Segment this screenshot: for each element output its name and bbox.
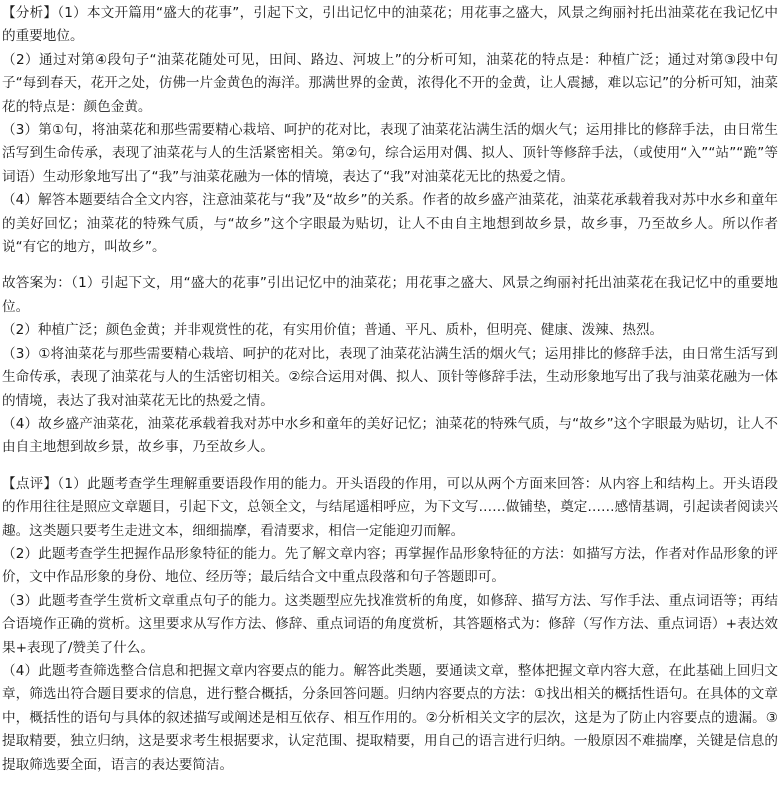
analysis-paragraph-4: （4）解答本题要结合全文内容，注意油菜花与“我”及“故乡”的关系。作者的故乡盛产油菜花，油菜花承载着我对苏中水乡和童年的美好回忆；油菜花的特殊气质，与“故乡”这个字眼最为贴切，让人不由自主地想到故乡景，故乡事，乃至故乡人。所以作者说“有它的地方，叫故乡”。 xyxy=(2,192,778,256)
comment-paragraph-4: （4）此题考查筛选整合信息和把握文章内容要点的能力。解答此类题，要通读文章，整体把握文章内容大意，在此基础上回归文章，筛选出符合题目要求的信息，进行整合概括，分条回答问题。归纳内容要点的方法：①找出相关的概括性语句。在具体的文章中，概括性的语句与具体的叙述描写或阐述是相互依存、相互作用的。②分析相关文字的层次，这是为了防止内容要点的遗漏。③提取精要，独立归纳，这是要求考生根据要求，认定范围、提取精要，用自己的语言进行归纳。一般原因不难揣摩，关键是信息的提取筛选要全面，语言的表达要简洁。 xyxy=(2,662,778,773)
answer-paragraph-3: （3）①将油菜花与那些需要精心栽培、呵护的花对比，表现了油菜花沾满生活的烟火气；运用排比的修辞手法，由日常生活写到生命传承，表现了油菜花与人的生活密切相关。②综合运用对偶、拟人、顶针等修辞手法，生动形象地写出了我与油菜花融为一体的情境，表达了我对油菜花无比的热爱之情。 xyxy=(2,345,778,409)
answer-paragraph-4: （4）故乡盛产油菜花，油菜花承载着我对苏中水乡和童年的美好记忆；油菜花的特殊气质，与“故乡”这个字眼最为贴切，让人不由自主地想到故乡景，故乡事，乃至故乡人。 xyxy=(2,415,778,456)
analysis-paragraph-3: （3）第①句，将油菜花和那些需要精心栽培、呵护的花对比，表现了油菜花沾满生活的烟火气；运用排比的修辞手法，由日常生活写到生命传承，表现了油菜花与人的生活紧密相关。第②句，综合运用对偶、拟人、顶针等修辞手法，（或使用“入”“站”“跪”等词语）生动形象地写出了“我”与油菜花融为一体的情境，表达了“我”对油菜花无比的热爱之情。 xyxy=(2,122,778,185)
comment-paragraph-1: 【点评】（1）此题考查学生理解重要语段作用的能力。开头语段的作用，可以从两个方面来回答：从内容上和结构上。开头语段的作用往往是照应文章题目，引起下文，总领全文，与结尾遥相呼应，为下文写……做铺垫，奠定……感情基调，引起读者阅读兴趣。这类题只要考生走进文本，细细揣摩，看清要求，相信一定能迎刃而解。 xyxy=(2,475,778,539)
comment-paragraph-2: （2）此题考查学生把握作品形象特征的能力。先了解文章内容；再掌握作品形象特征的方法：如描写方法，作者对作品形象的评价，文中作品形象的身份、地位、经历等；最后结合文中重点段落和句子答题即可。 xyxy=(2,545,778,586)
section-gap xyxy=(2,259,778,272)
answer-paragraph-2: （2）种植广泛；颜色金黄；并非观赏性的花，有实用价值；普通、平凡、质朴，但明亮、健康、泼辣、热烈。 xyxy=(2,322,664,339)
analysis-paragraph-1: 【分析】（1）本文开篇用“盛大的花事”，引起下文，引出记忆中的油菜花；用花事之盛大，风景之绚丽衬托出油菜花在我记忆中的重要地位。 xyxy=(2,5,778,45)
comment-section xyxy=(2,473,778,777)
section-gap xyxy=(2,460,778,473)
analysis-paragraph-2: （2）通过对第④段句子“油菜花随处可见，田间、路边、河坡上”的分析可知，油菜花的特点是：种植广泛；通过对第③段中句子“每到春天，花开之处，仿佛一片金黄色的海洋。那满世界的金黄，浓得化不开的金黄，让人震撼，难以忘记”的分析可知，油菜花的特点是：颜色金黄。 xyxy=(2,51,778,115)
answer-paragraph-1: 故答案为：（1）引起下文，用“盛大的花事”引出记忆中的油菜花；用花事之盛大、风景之绚丽衬托出油菜花在我记忆中的重要地位。 xyxy=(2,275,778,315)
analysis-section xyxy=(2,2,778,259)
comment-paragraph-3: （3）此题考查学生赏析文章重点句子的能力。这类题型应先找准赏析的角度，如修辞、描写方法、写作手法、重点词语等；再结合语境作正确的赏析。这里要求从写作方法、修辞、重点词语的角度赏析，其答题格式为：修辞（写作方法、重点词语）+表达效果+表现了/赞美了什么。 xyxy=(2,592,778,656)
answer-section xyxy=(2,272,778,459)
